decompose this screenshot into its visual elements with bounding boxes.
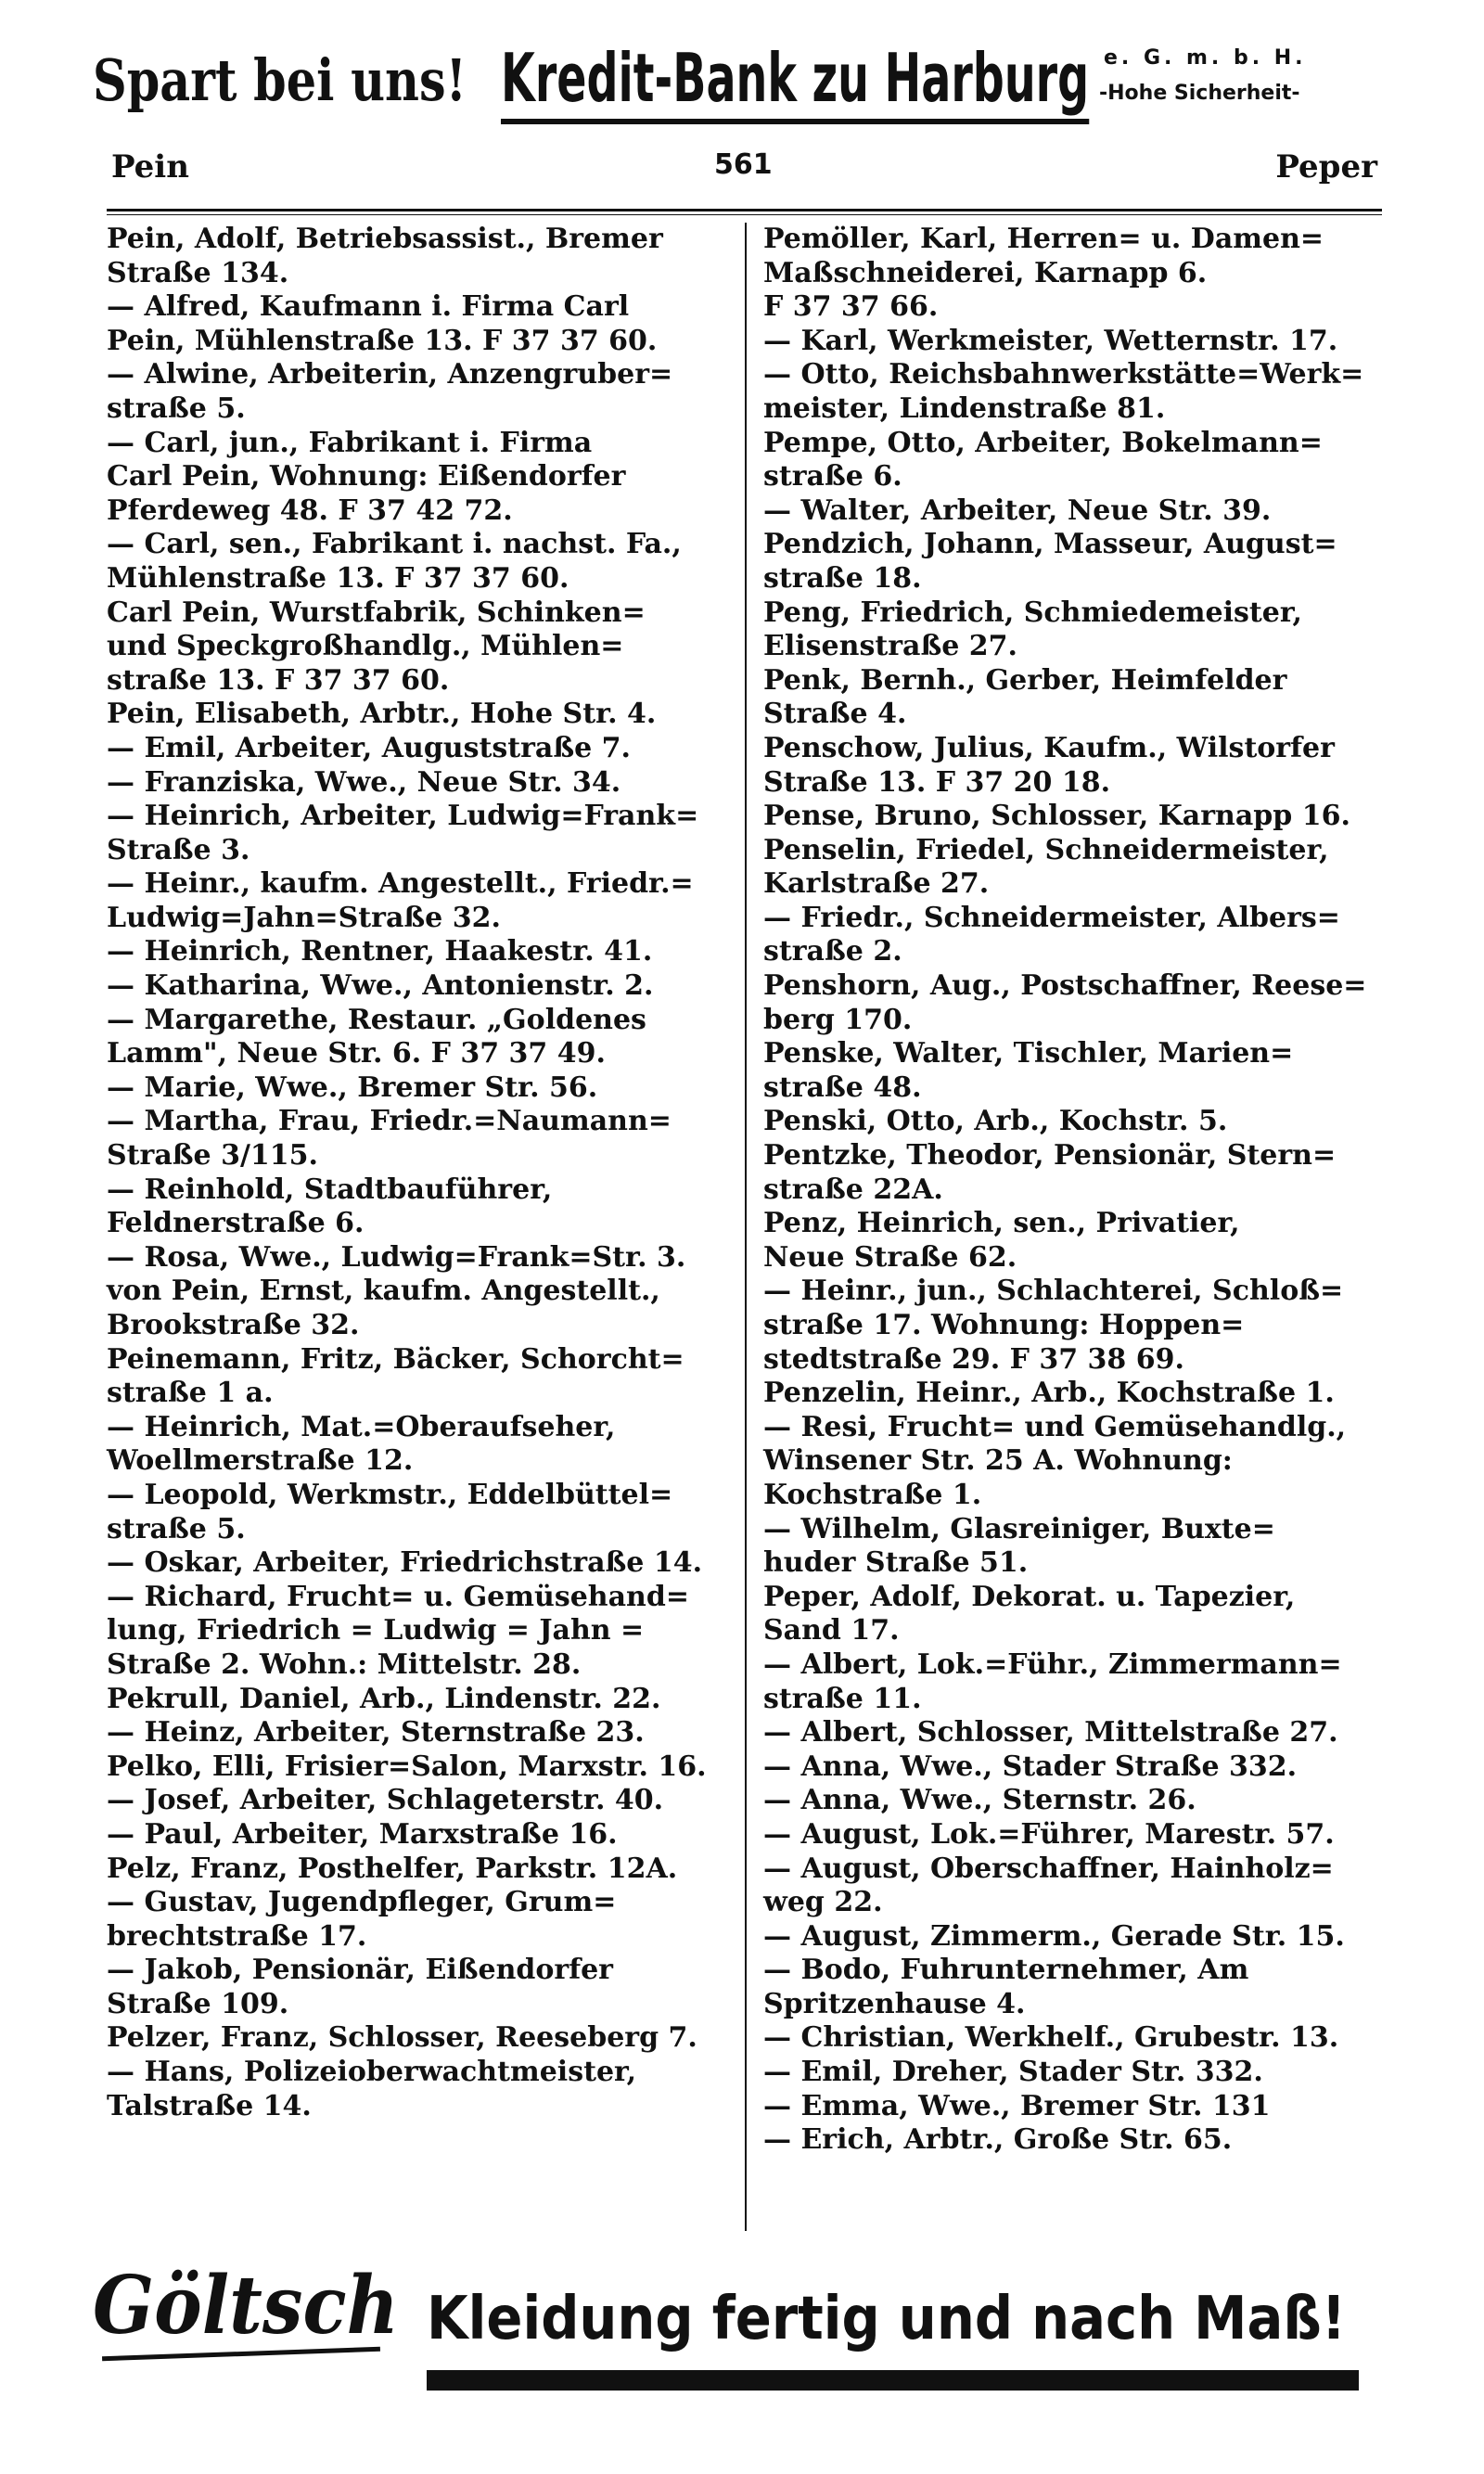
directory-entry — [107, 2021, 728, 2056]
entry-line: — Katharina, Wwe., Antonienstr. 2. — [107, 969, 654, 1003]
entry-line: Winsener Str. 25 A. Wohnung: — [763, 1444, 1233, 1478]
directory-entry — [107, 766, 728, 801]
entry-line: — Gustav, Jugendpfleger, Grum= — [107, 1886, 617, 1919]
entry-line: Penshorn, Aug., Postschaffner, Reese= — [763, 969, 1367, 1003]
directory-entry — [763, 494, 1385, 529]
directory-entry — [763, 2021, 1385, 2056]
entry-line: — Reinhold, Stadtbauführer, — [107, 1173, 553, 1206]
entry-line: Maßschneiderei, Karnapp 6. — [763, 256, 1208, 289]
directory-entry — [107, 290, 728, 358]
entry-line: Feldnerstraße 6. — [107, 1207, 365, 1240]
entry-line: Pein, Mühlenstraße 13. F 37 37 60. — [107, 324, 658, 357]
directory-entry — [763, 1207, 1385, 1275]
entry-line: Pelz, Franz, Posthelfer, Parkstr. 12A. — [107, 1852, 678, 1885]
ad-tagline: Kleidung fertig und nach Maß! — [427, 2285, 1347, 2353]
entry-line: — Jakob, Pensionär, Eißendorfer — [107, 1954, 613, 1987]
directory-entry — [763, 1954, 1385, 2021]
entry-line: Pelzer, Franz, Schlosser, Reeseberg 7. — [107, 2021, 697, 2055]
entry-line: Straße 3. — [107, 833, 250, 866]
directory-entry — [763, 2090, 1385, 2124]
header-first-name: Pein — [111, 148, 189, 186]
entry-line: — Albert, Schlosser, Mittelstraße 27. — [763, 1716, 1338, 1750]
ad-bar — [427, 2370, 1359, 2391]
entry-line: und Speckgroßhandlg., Mühlen= — [107, 630, 624, 663]
entry-line: Pendzich, Johann, Masseur, August= — [763, 528, 1337, 561]
entry-line: — August, Oberschaffner, Hainholz= — [763, 1852, 1334, 1885]
entry-line: Penz, Heinrich, sen., Privatier, — [763, 1207, 1240, 1240]
entry-line: Talstraße 14. — [107, 2089, 312, 2122]
directory-entry — [107, 800, 728, 867]
entry-line: Lamm", Neue Str. 6. F 37 37 49. — [107, 1037, 606, 1070]
directory-entry — [107, 1479, 728, 1546]
entry-line: — Karl, Werkmeister, Wetternstr. 17. — [763, 324, 1338, 357]
entry-line: Mühlenstraße 13. F 37 37 60. — [107, 561, 569, 595]
entry-line: — Anna, Wwe., Sternstr. 26. — [763, 1784, 1196, 1817]
entry-line: Penk, Bernh., Gerber, Heimfelder — [763, 663, 1287, 697]
directory-entry — [107, 358, 728, 426]
entry-line: Penschow, Julius, Kaufm., Wilstorfer — [763, 731, 1335, 764]
ad-bank-name: Kredit-Bank zu Harburg — [501, 39, 1089, 124]
directory-entry — [763, 2056, 1385, 2090]
entry-line: Neue Straße 62. — [763, 1240, 1017, 1274]
directory-entry — [763, 800, 1385, 834]
entry-line: — Margarethe, Restaur. „Goldenes — [107, 1003, 646, 1036]
directory-entry — [763, 1784, 1385, 1818]
entry-line: Pein, Elisabeth, Arbtr., Hohe Str. 4. — [107, 698, 657, 731]
entry-line: Pentzke, Theodor, Pensionär, Stern= — [763, 1139, 1337, 1173]
entry-line: — Richard, Frucht= u. Gemüsehand= — [107, 1580, 689, 1613]
directory-entry — [107, 1886, 728, 1954]
directory-entry — [763, 1411, 1385, 1513]
entry-line: — Alwine, Arbeiterin, Anzengruber= — [107, 358, 673, 391]
entry-line: Peper, Adolf, Dekorat. u. Tapezier, — [763, 1580, 1296, 1613]
entry-line: — Martha, Frau, Friedr.=Naumann= — [107, 1105, 672, 1138]
directory-entry — [107, 1173, 728, 1241]
directory-page — [79, 37, 1396, 2449]
entry-line: Carl Pein, Wohnung: Eißendorfer — [107, 460, 626, 494]
entry-line: Karlstraße 27. — [763, 867, 990, 901]
ad-security-slogan: -Hohe Sicherheit- — [1099, 82, 1300, 105]
entry-line: — Carl, jun., Fabrikant i. Firma — [107, 426, 593, 459]
entry-line: straße 11. — [763, 1682, 922, 1715]
entry-line: — Anna, Wwe., Stader Straße 332. — [763, 1750, 1298, 1783]
entry-line: — Wilhelm, Glasreiniger, Buxte= — [763, 1512, 1275, 1545]
entry-line: — Heinr., jun., Schlachterei, Schloß= — [763, 1275, 1344, 1308]
entry-line: Penski, Otto, Arb., Kochstr. 5. — [763, 1105, 1228, 1138]
entry-line: straße 5. — [107, 391, 246, 425]
directory-entry — [763, 1581, 1385, 1648]
entry-line: — Carl, sen., Fabrikant i. nachst. Fa., — [107, 528, 682, 561]
entry-line: Sand 17. — [763, 1614, 900, 1647]
column-divider — [745, 223, 747, 2231]
entry-line: — Albert, Lok.=Führ., Zimmermann= — [763, 1647, 1342, 1681]
directory-entry — [107, 1411, 728, 1479]
entry-line: Brookstraße 32. — [107, 1309, 360, 1341]
entry-line: — Erich, Arbtr., Große Str. 65. — [763, 2123, 1233, 2157]
directory-entry — [107, 867, 728, 935]
entry-line: — Heinrich, Mat.=Oberaufseher, — [107, 1410, 616, 1443]
entry-line: meister, Lindenstraße 81. — [763, 391, 1166, 425]
entry-line: Ludwig=Jahn=Straße 32. — [107, 901, 501, 934]
entry-line: F 37 37 66. — [763, 290, 939, 324]
entry-line: straße 22A. — [763, 1173, 943, 1206]
entry-line: weg 22. — [763, 1886, 883, 1919]
entry-line: — Walter, Arbeiter, Neue Str. 39. — [763, 494, 1272, 527]
entry-line: — Bodo, Fuhrunternehmer, Am — [763, 1954, 1249, 1987]
entry-line: straße 1 a. — [107, 1377, 274, 1410]
directory-entry — [763, 2123, 1385, 2158]
entry-line: — Hans, Polizeioberwachtmeister, — [107, 2056, 637, 2089]
directory-entry — [107, 1852, 728, 1887]
directory-entry — [763, 1275, 1385, 1377]
directory-entry — [763, 969, 1385, 1037]
entry-line: huder Straße 51. — [763, 1546, 1029, 1580]
entry-line: Pferdeweg 48. F 37 42 72. — [107, 494, 513, 527]
page-header — [111, 148, 1377, 204]
entry-line: Elisenstraße 27. — [763, 630, 1017, 663]
directory-entry — [763, 1852, 1385, 1920]
directory-entry — [107, 1581, 728, 1683]
directory-entry — [763, 325, 1385, 359]
directory-entry — [107, 1784, 728, 1818]
entry-line: Straße 109. — [107, 1987, 289, 2020]
header-rule — [107, 209, 1382, 215]
entry-line: straße 2. — [763, 935, 902, 968]
entry-line: Straße 13. F 37 20 18. — [763, 765, 1111, 799]
directory-entry — [107, 1275, 728, 1342]
ad-brand-logo: Göltsch — [93, 2259, 399, 2352]
directory-entry — [107, 1004, 728, 1071]
entry-line: — August, Zimmerm., Gerade Str. 15. — [763, 1919, 1345, 1953]
entry-line: Pemöller, Karl, Herren= u. Damen= — [763, 223, 1324, 255]
entry-line: straße 48. — [763, 1070, 922, 1104]
entry-line: — Oskar, Arbeiter, Friedrichstraße 14. — [107, 1546, 703, 1580]
directory-entry — [763, 1377, 1385, 1411]
entry-line: — Heinrich, Rentner, Haakestr. 41. — [107, 935, 653, 968]
entry-line: berg 170. — [763, 1003, 913, 1036]
directory-entry — [763, 834, 1385, 902]
directory-entry — [107, 1546, 728, 1581]
entry-line: lung, Friedrich = Ludwig = Jahn = — [107, 1614, 645, 1647]
entry-line: — Rosa, Wwe., Ludwig=Frank=Str. 3. — [107, 1240, 686, 1274]
entry-line: — Heinrich, Arbeiter, Ludwig=Frank= — [107, 800, 699, 833]
entry-line: — Heinr., kaufm. Angestellt., Friedr.= — [107, 867, 694, 901]
directory-entry — [107, 969, 728, 1004]
entry-line: Woellmerstraße 12. — [107, 1444, 414, 1478]
directory-entry — [107, 223, 728, 290]
entry-line: Peinemann, Fritz, Bäcker, Schorcht= — [107, 1342, 684, 1376]
directory-entry — [763, 1105, 1385, 1139]
ad-legal-form: e. G. m. b. H. — [1104, 46, 1307, 70]
entry-line: Pelko, Elli, Frisier=Salon, Marxstr. 16. — [107, 1750, 707, 1783]
entry-line: brechtstraße 17. — [107, 1919, 367, 1953]
entry-line: Pein, Adolf, Betriebsassist., Bremer — [107, 223, 663, 255]
directory-entry — [107, 1750, 728, 1785]
directory-entry — [763, 1818, 1385, 1852]
entry-line: straße 17. Wohnung: Hoppen= — [763, 1309, 1245, 1341]
directory-entry — [107, 1343, 728, 1411]
directory-entry — [763, 902, 1385, 969]
entry-line: — Christian, Werkhelf., Grubestr. 13. — [763, 2021, 1339, 2055]
entry-line: — Josef, Arbeiter, Schlageterstr. 40. — [107, 1784, 664, 1817]
entry-line: — Paul, Arbeiter, Marxstraße 16. — [107, 1817, 618, 1851]
directory-entry — [763, 664, 1385, 732]
entry-line: — Franziska, Wwe., Neue Str. 34. — [107, 765, 621, 799]
entry-line: — Resi, Frucht= und Gemüsehandlg., — [763, 1410, 1347, 1443]
directory-entry — [763, 1139, 1385, 1207]
entry-line: Straße 4. — [763, 698, 907, 731]
entry-line: Carl Pein, Wurstfabrik, Schinken= — [107, 596, 646, 629]
directory-entry — [107, 732, 728, 766]
directory-entry — [107, 1105, 728, 1173]
directory-entry — [107, 1071, 728, 1106]
entry-line: — Marie, Wwe., Bremer Str. 56. — [107, 1070, 598, 1104]
entry-line: — August, Lok.=Führer, Marestr. 57. — [763, 1817, 1335, 1851]
entry-line: stedtstraße 29. F 37 38 69. — [763, 1342, 1184, 1376]
right-column — [763, 223, 1385, 2158]
entry-line: von Pein, Ernst, kaufm. Angestellt., — [107, 1275, 660, 1308]
entry-line: Kochstraße 1. — [763, 1478, 982, 1511]
directory-entry — [763, 596, 1385, 664]
bottom-advertisement — [93, 2259, 1391, 2398]
entry-line: — Emil, Arbeiter, Auguststraße 7. — [107, 731, 631, 764]
directory-entry — [107, 596, 728, 699]
entry-line: — Emma, Wwe., Bremer Str. 131 — [763, 2089, 1271, 2122]
directory-entry — [763, 1513, 1385, 1581]
directory-entry — [763, 358, 1385, 426]
directory-entry — [107, 2056, 728, 2123]
entry-line: Pense, Bruno, Schlosser, Karnapp 16. — [763, 800, 1350, 833]
directory-entry — [107, 427, 728, 529]
entry-line: — Emil, Dreher, Stader Str. 332. — [763, 2056, 1263, 2089]
entry-line: Pempe, Otto, Arbeiter, Bokelmann= — [763, 426, 1323, 459]
directory-entry — [107, 1683, 728, 1717]
ad-slogan-spart: Spart bei uns! — [93, 46, 467, 114]
directory-entry — [763, 1920, 1385, 1955]
directory-entry — [763, 528, 1385, 596]
entry-line: Pekrull, Daniel, Arb., Lindenstr. 22. — [107, 1682, 661, 1715]
directory-entry — [763, 223, 1385, 325]
directory-entry — [763, 1648, 1385, 1716]
entry-line: — Heinz, Arbeiter, Sternstraße 23. — [107, 1716, 645, 1750]
entry-line: Penzelin, Heinr., Arb., Kochstraße 1. — [763, 1377, 1335, 1410]
entry-line: Penske, Walter, Tischler, Marien= — [763, 1037, 1294, 1070]
entry-line: — Friedr., Schneidermeister, Albers= — [763, 901, 1340, 934]
entry-line: straße 5. — [107, 1512, 246, 1545]
directory-entry — [763, 427, 1385, 494]
entry-line: straße 6. — [763, 460, 902, 494]
directory-entry — [107, 1716, 728, 1750]
entry-line: Penselin, Friedel, Schneidermeister, — [763, 833, 1329, 866]
entry-line: straße 13. F 37 37 60. — [107, 663, 450, 697]
entry-line: Straße 3/115. — [107, 1139, 318, 1173]
entry-line: — Otto, Reichsbahnwerkstätte=Werk= — [763, 358, 1364, 391]
entry-line: Straße 134. — [107, 256, 289, 289]
directory-entry — [763, 1750, 1385, 1785]
directory-entry — [763, 1716, 1385, 1750]
directory-entry — [107, 1954, 728, 2021]
directory-entry — [107, 528, 728, 596]
top-advertisement — [93, 37, 1391, 139]
entry-line: — Leopold, Werkmstr., Eddelbüttel= — [107, 1478, 673, 1511]
page-number: 561 — [714, 148, 773, 181]
entry-line: Straße 2. Wohn.: Mittelstr. 28. — [107, 1647, 582, 1681]
entry-line: — Alfred, Kaufmann i. Firma Carl — [107, 290, 630, 324]
entry-line: straße 18. — [763, 561, 922, 595]
directory-entry — [107, 935, 728, 969]
directory-entry — [763, 732, 1385, 800]
directory-entry — [763, 1037, 1385, 1105]
entry-line: Peng, Friedrich, Schmiedemeister, — [763, 596, 1302, 629]
left-column — [107, 223, 728, 2123]
directory-entry — [107, 1818, 728, 1852]
directory-entry — [107, 698, 728, 732]
entry-line: Spritzenhause 4. — [763, 1987, 1026, 2020]
directory-columns — [107, 223, 1382, 2236]
header-last-name: Peper — [1275, 148, 1377, 186]
directory-entry — [107, 1241, 728, 1275]
